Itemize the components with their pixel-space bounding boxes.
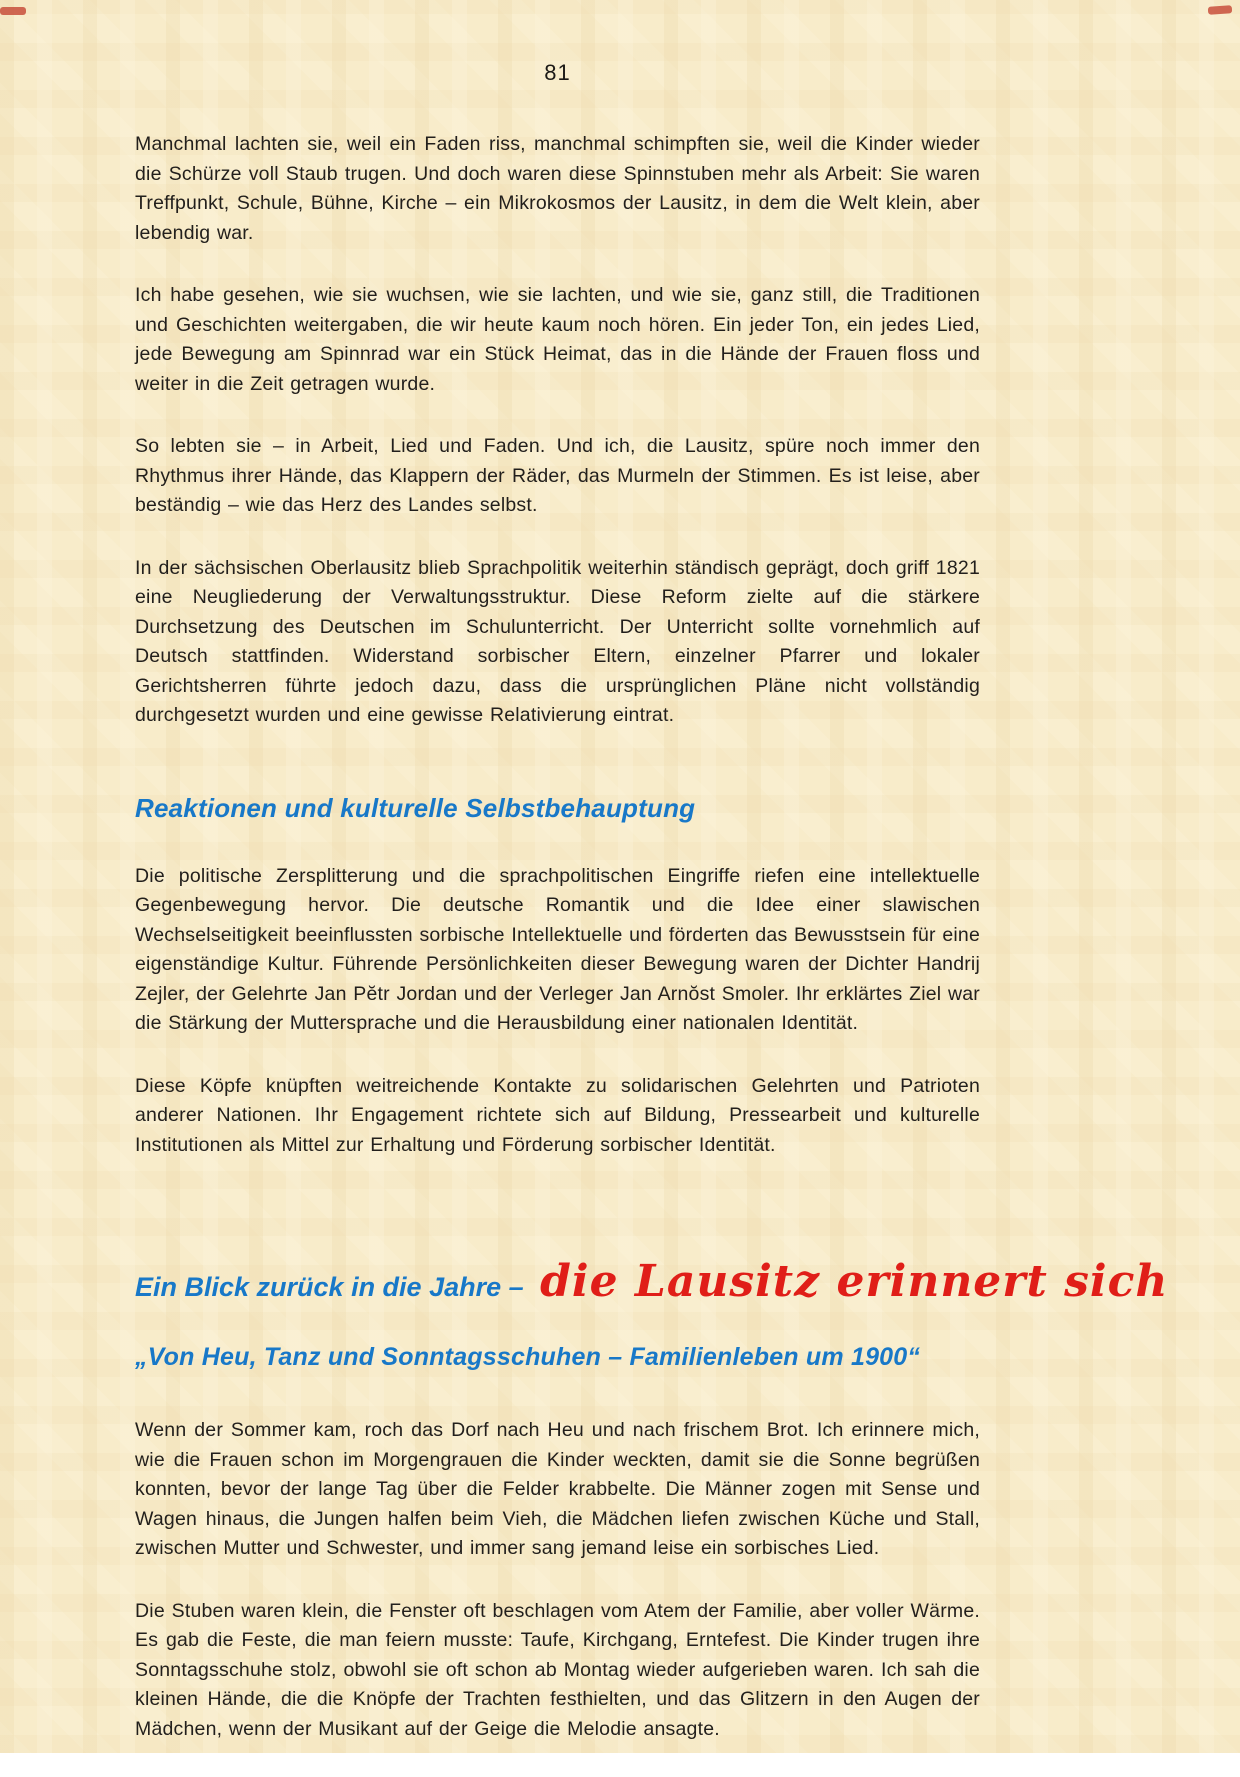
sub-heading-von-heu: „Von Heu, Tanz und Sonntagsschuhen – Familienleben um 1900“ xyxy=(135,1343,921,1371)
red-corner-mark-left xyxy=(0,7,26,15)
retro-heading-script: die Lausitz erinnert sich xyxy=(540,1256,1169,1307)
text-column xyxy=(135,0,1169,1777)
page-number: 81 xyxy=(544,60,571,85)
retro-heading xyxy=(135,1256,1169,1307)
retro-heading-lead: Ein Blick zurück in die Jahre – xyxy=(135,1272,524,1302)
paragraph-gegenbewegung: Die politische Zersplitterung und die sprachpolitischen Eingriffe riefen eine intellektuelle Gegenbewegung hervor. Die deutsche Romantik und die Idee einer slawischen Wechselseitigkeit beeinflussten sorbische Intellektuelle und förderten das Bewusstsein für eine eigenständige Kultur. Führende Persönlichkeiten dieser Bewegung waren der Dichter Handrij Zejler, der Gelehrte Jan Pĕtr Jordan und der Verleger Jan Arnŏst Smoler. Ihr erklärtes Ziel war die Stärkung der Muttersprache und die Herausbildung einer nationalen Identität. xyxy=(135,864,980,1034)
paragraph-stuben: Die Stuben waren klein, die Fenster oft beschlagen vom Atem der Familie, aber voller Wärme. Es gab die Feste, die man feiern musste: Taufe, Kirchgang, Erntefest. Die Kinder trugen ihre Sonntagsschuhe stolz, obwohl sie oft schon ab Montag wieder aufgerieben waren. Ich sah die kleinen Hände, die die Knöpfe der Trachten festhielten, und das Glitzern in den Augen der Mädchen, wenn der Musikant auf der Geige die Melodie ansagte. xyxy=(135,1599,980,1740)
red-corner-mark-right xyxy=(1208,5,1232,15)
paragraph-spinnstuben: Manchmal lachten sie, weil ein Faden riss, manchmal schimpften sie, weil die Kinder wieder die Schürze voll Staub trugen. Und doch waren diese Spinnstuben mehr als Arbeit: Sie waren Treffpunkt, Schule, Bühne, Kirche – ein Mikrokosmos der Lausitz, in dem die Welt klein, aber lebendig war. xyxy=(135,133,980,244)
paragraph-so-lebten-sie: So lebten sie – in Arbeit, Lied und Faden. Und ich, die Lausitz, spüre noch immer den Rhythmus ihrer Hände, das Klappern der Räder, das Murmeln der Stimmen. Es ist leise, aber beständig – wie das Herz des Landes selbst. xyxy=(135,435,980,516)
paragraph-kontakte: Diese Köpfe knüpften weitreichende Kontakte zu solidarischen Gelehrten und Patrioten anderer Nationen. Ihr Engagement richtete sich auf Bildung, Pressearbeit und kulturelle Institutionen als Mittel zur Erhaltung und Förderung sorbischer Identität. xyxy=(135,1074,980,1156)
paragraph-sommer: Wenn der Sommer kam, roch das Dorf nach Heu und nach frischem Brot. Ich erinnere mich, wie die Frauen schon im Morgengrauen die Kinder weckten, damit sie die Sonne begrüßen konnten, bevor der lange Tag über die Felder krabbelte. Die Männer zogen mit Sense und Wagen hinaus, die Jungen halfen beim Vieh, die Mädchen liefen zwischen Küche und Stall, zwischen Mutter und Schwester, und immer sang jemand leise ein sorbisches Lied. xyxy=(135,1419,980,1559)
paragraph-traditionen: Ich habe gesehen, wie sie wuchsen, wie sie lachten, und wie sie, ganz still, die Traditionen und Geschichten weitergaben, die wir heute kaum noch hören. Ein jeder Ton, ein jedes Lied, jede Bewegung am Spinnrad war ein Stück Heimat, das in die Hände der Frauen floss und weiter in die Zeit getragen wurde. xyxy=(135,284,980,395)
paragraph-sprachpolitik: In der sächsischen Oberlausitz blieb Sprachpolitik weiterhin ständisch geprägt, doch griff 1821 eine Neugliederung der Verwaltungsstruktur. Diese Reform zielte auf die stärkere Durchsetzung des Deutschen im Schulunterricht. Der Unterricht sollte vornehmlich auf Deutsch stattfinden. Widerstand sorbischer Eltern, einzelner Pfarrer und lokaler Gerichtsherren führte jedoch dazu, dass die ursprünglichen Pläne nicht vollständig durchgesetzt wurden und eine gewisse Relativierung eintrat. xyxy=(135,556,980,726)
section-heading-reaktionen: Reaktionen und kulturelle Selbstbehauptung xyxy=(135,792,696,823)
